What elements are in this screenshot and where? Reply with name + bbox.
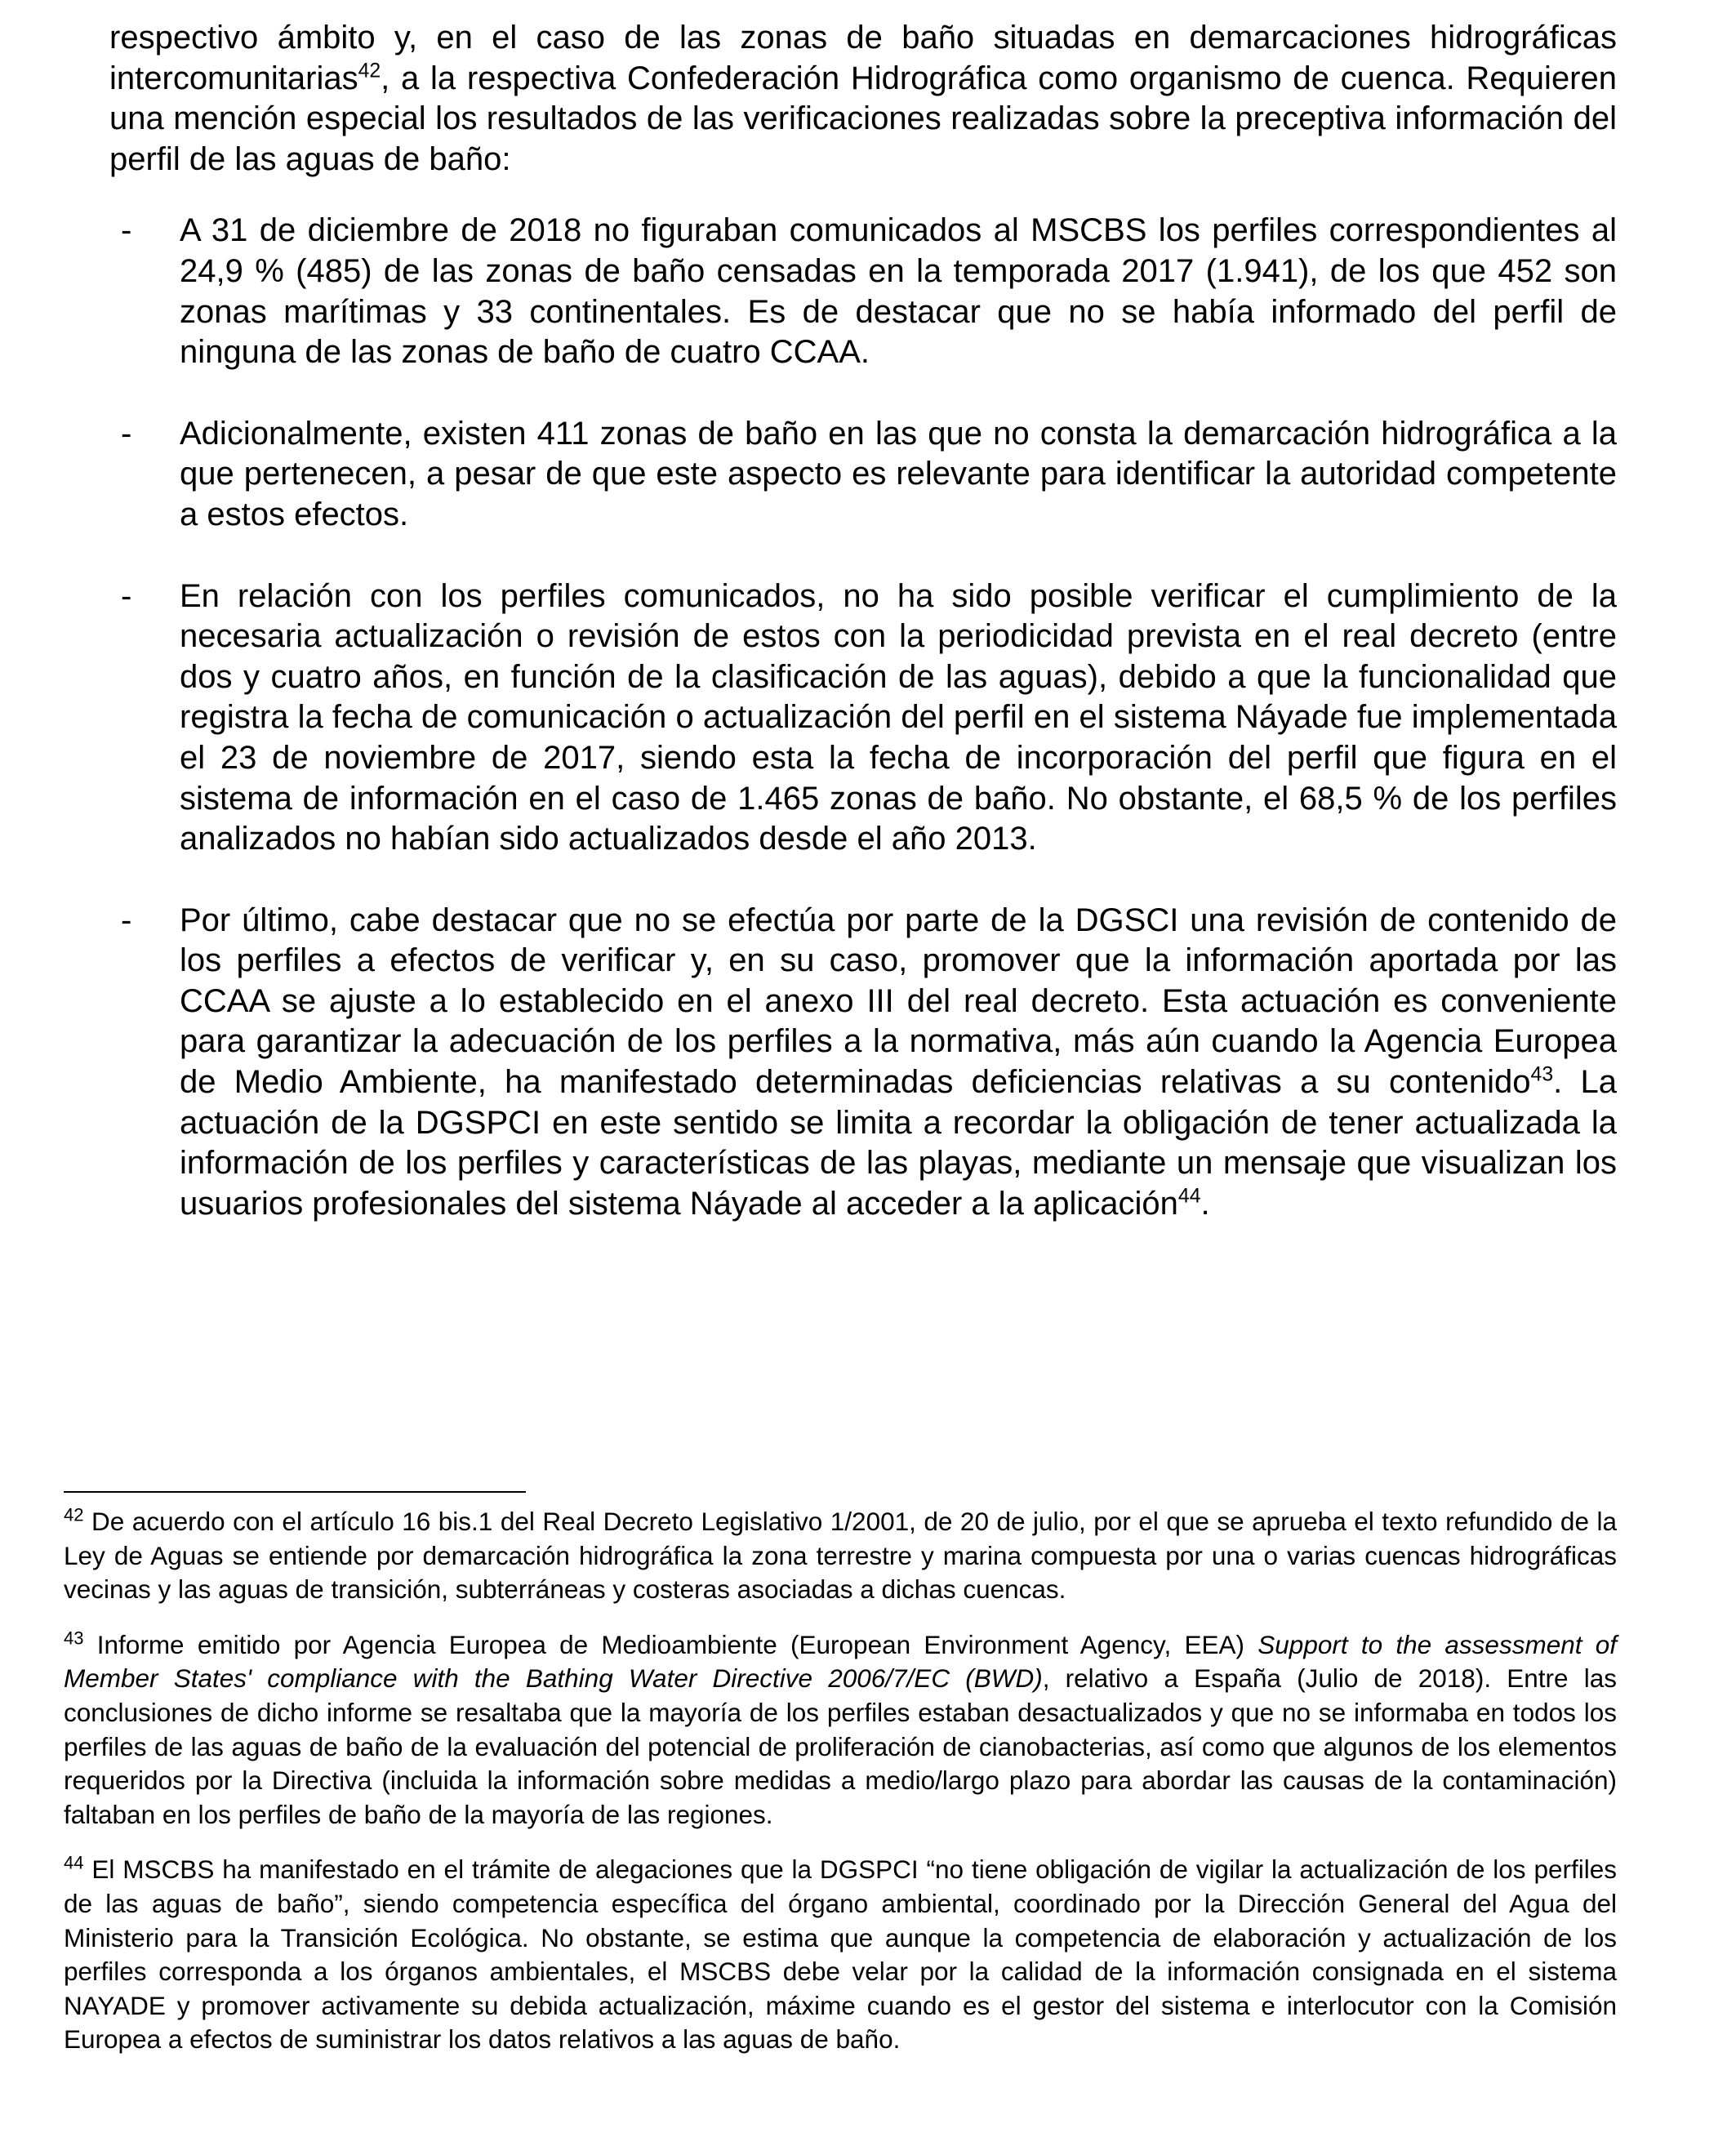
report-title: Support to the assessment of Member States' compliance with the Bathing Water Directive 2006/7/EC (BWD) [64,1629,1618,1694]
list-item: - En relación con los perfiles comunicados, no ha sido posible verificar el cumplimiento de la necesaria actualización o revisión de estos con la periodicidad prevista en el real decreto (entre dos y cuatro años, en función de la clasificación de las aguas), debido a que la funcionalidad que registra la fecha de comunicación o actualización del perfil en el sistema Náyade fue implementada el 23 de noviembre de 2017, siendo esta la fecha de incorporación del perfil que figura en el sistema de información en el caso de 1.465 zonas de baño. No obstante, el 68,5 % de los perfiles analizados no habían sido actualizados desde el año 2013. [121,577,1617,857]
bullet-dash: - [121,902,132,938]
footnote-42: $^{42}$ De acuerdo con el artículo 16 bis.1 del Real Decreto Legislativo 1/2001, de 20 de julio, por el que se aprueba el texto refundido de la Ley de Aguas se entiende por demarcación hidrográfica la zona terrestre y marina compuesta por una o varias cuencas hidrográficas vecinas y las aguas de transición, subterráneas y costeras asociadas a dichas cuencas. [64,1504,1617,1605]
list-item: - A 31 de diciembre de 2018 no figuraban comunicados al MSCBS los perfiles correspondientes al 24,9 % (485) de las zonas de baño censadas en la temporada 2017 (1.941), de los que 452 son zonas marítimas y 33 continentales. Es de destacar que no se había informado del perfil de ninguna de las zonas de baño de cuatro CCAA. [121,212,1617,371]
footnote-number: 43 [64,1627,84,1649]
footnote-number: 42 [64,1504,84,1525]
list-item: - Adicionalmente, existen 411 zonas de baño en las que no consta la demarcación hidrográfica a la que pertenecen, a pesar de que este aspecto es relevante para identificar la autoridad competente a estos efectos. [121,415,1617,532]
bullet-dash: - [121,415,132,452]
footnote-43: $^{43}$ Informe emitido por Agencia Europea de Medioambiente (European Environment Agency, EEA) Support to the assessment of Member States' compliance with the Bathing Water Directive 2006/7/EC (BWD), relativo a España (Julio de 2018). Entre las conclusiones de dicho informe se resaltaba que la mayoría de los perfiles estaban desactualizados y que no se informaba en todos los perfiles de las aguas de baño de la evaluación del potencial de proliferación de cianobacterias, así como que algunos de los elementos requeridos por la Directiva (incluida la información sobre medidas a medio/largo plazo para abordar las causas de la contaminación) faltaban en los perfiles de baño de la mayoría de las regiones. [64,1627,1618,1829]
main-body [109,18,1617,1265]
footnote-ref-42[interactable]: 42 [358,60,381,82]
bullet-dash: - [121,577,132,614]
footnote-separator [64,1491,526,1493]
footnote-ref-43[interactable]: 43 [1530,1063,1554,1086]
footnote-44: $^{44}$ El MSCBS ha manifestado en el trámite de alegaciones que la DGSPCI “no tiene obligación de vigilar la actualización de los perfiles de las aguas de baño”, siendo competencia específica del órgano ambiental, coordinado por la Dirección General del Agua del Ministerio para la Transición Ecológica. No obstante, se estima que aunque la competencia de elaboración y actualización de los perfiles corresponda a los órganos ambientales, el MSCBS debe velar por la calidad de la información consignada en el sistema NAYADE y promover activamente su debida actualización, máxime cuando es el gestor del sistema e interlocutor con la Comisión Europea a efectos de suministrar los datos relativos a las aguas de baño. [64,1852,1617,2055]
footnote-number: 44 [64,1852,84,1873]
findings-list [109,211,1617,1224]
footnotes [64,1505,1617,2078]
list-item: - Por último, cabe destacar que no se efectúa por parte de la DGSCI una revisión de contenido de los perfiles a efectos de verificar y, en su caso, promover que la información aportada por las CCAA se ajuste a lo establecido en el anexo III del real decreto. Esta actuación es conveniente para garantizar la adecuación de los perfiles a la normativa, más aún cuando la Agencia Europea de Medio Ambiente, ha manifestado determinadas deficiencias relativas a su contenido$^{43}$. La actuación de la DGSPCI en este sentido se limita a recordar la obligación de tener actualizada la información de los perfiles y características de las playas, mediante un mensaje que visualizan los usuarios profesionales del sistema Náyade al acceder a la aplicación$^{44}$. [121,902,1617,1222]
intro-paragraph: respectivo ámbito y, en el caso de las zonas de baño situadas en demarcaciones hidrográficas intercomunitarias$^{42}$, a la respectiva Confederación Hidrográfica como organismo de cuenca. Requieren una mención especial los resultados de las verificaciones realizadas sobre la preceptiva información del perfil de las aguas de baño: [109,20,1617,177]
footnote-ref-44[interactable]: 44 [1177,1185,1201,1208]
bullet-dash: - [121,212,132,249]
